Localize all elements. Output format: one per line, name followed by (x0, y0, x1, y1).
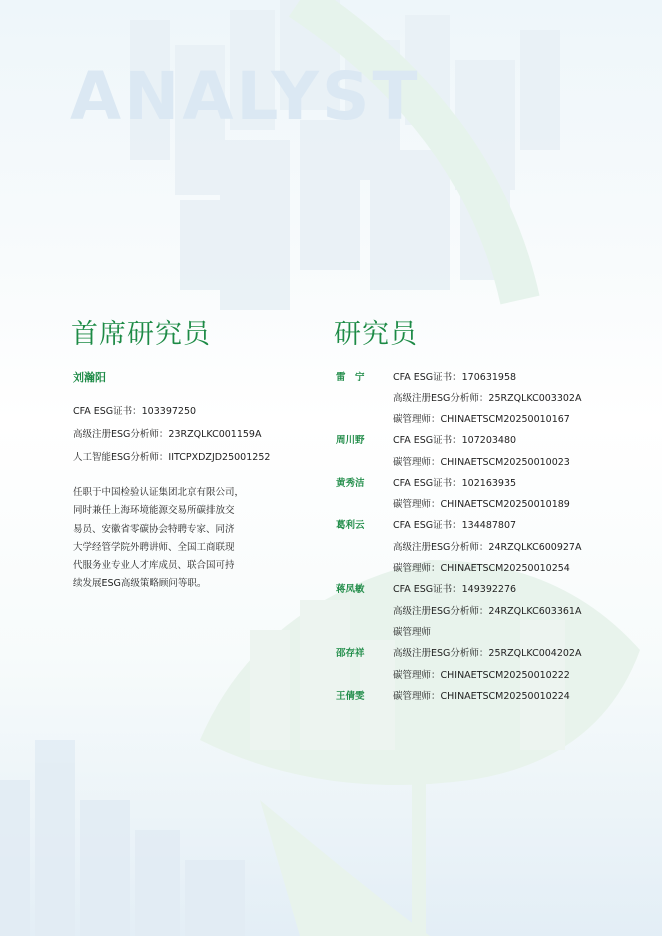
city-skyline-bottom-left (0, 740, 245, 936)
bio-line: 续发展ESG高级策略顾问等职。 (73, 578, 207, 590)
researcher-name: 周川野 (336, 435, 365, 446)
chief-cert: 高级注册ESG分析师：23RZQLKC001159A (73, 429, 262, 440)
chief-name: 刘瀚阳 (73, 371, 106, 384)
researcher-cert: CFA ESG证书：134487807 (393, 520, 517, 531)
researcher-cert: CFA ESG证书：102163935 (393, 478, 517, 489)
researcher-cert: 碳管理师 (393, 627, 432, 638)
researcher-cert: 碳管理师：CHINAETSCM20250010167 (393, 414, 570, 425)
researcher-name: 蒋凤敏 (336, 584, 365, 595)
researcher-name: 黄秀洁 (336, 478, 365, 489)
bio-line: 易员、安徽省零碳协会特聘专家、同济 (73, 523, 235, 535)
researcher-name: 邵存祥 (336, 648, 365, 659)
researcher-cert: 高级注册ESG分析师：25RZQLKC003302A (393, 393, 582, 404)
researcher-name: 葛利云 (336, 520, 365, 531)
watermark-text: ANALYST (70, 58, 421, 135)
researcher-cert: 碳管理师：CHINAETSCM20250010222 (393, 670, 570, 681)
researcher-cert: 碳管理师：CHINAETSCM20250010189 (393, 499, 570, 510)
researcher-cert: CFA ESG证书：170631958 (393, 372, 517, 383)
chief-cert: 人工智能ESG分析师：IITCPXDZJD25001252 (73, 452, 271, 463)
researcher-cert: 高级注册ESG分析师：25RZQLKC004202A (393, 648, 582, 659)
bio-line: 任职于中国检验认证集团北京有限公司， (73, 487, 245, 498)
researchers-section-title: 研究员 (334, 319, 418, 350)
researcher-cert: 碳管理师：CHINAETSCM20250010023 (393, 457, 570, 468)
bio-line: 代服务业专业人才库成员、联合国可持 (73, 560, 235, 572)
researcher-cert: 高级注册ESG分析师：24RZQLKC600927A (393, 542, 582, 553)
researcher-cert: 碳管理师：CHINAETSCM20250010224 (393, 691, 570, 702)
researcher-name: 王倩雯 (336, 691, 365, 702)
bio-line: 大学经管学院外聘讲师、全国工商联现 (73, 541, 235, 553)
chief-cert: CFA ESG证书：103397250 (73, 406, 197, 417)
chief-section-title: 首席研究员 (71, 319, 211, 350)
researcher-cert: 高级注册ESG分析师：24RZQLKC603361A (393, 606, 582, 617)
researcher-cert: CFA ESG证书：149392276 (393, 584, 517, 595)
researcher-cert: 碳管理师：CHINAETSCM20250010254 (393, 563, 570, 574)
chief-bio (73, 484, 278, 594)
researcher-cert: CFA ESG证书：107203480 (393, 435, 517, 446)
researcher-name: 雷 宁 (336, 372, 365, 383)
bio-line: 同时兼任上海环境能源交易所碳排放交 (73, 505, 235, 517)
